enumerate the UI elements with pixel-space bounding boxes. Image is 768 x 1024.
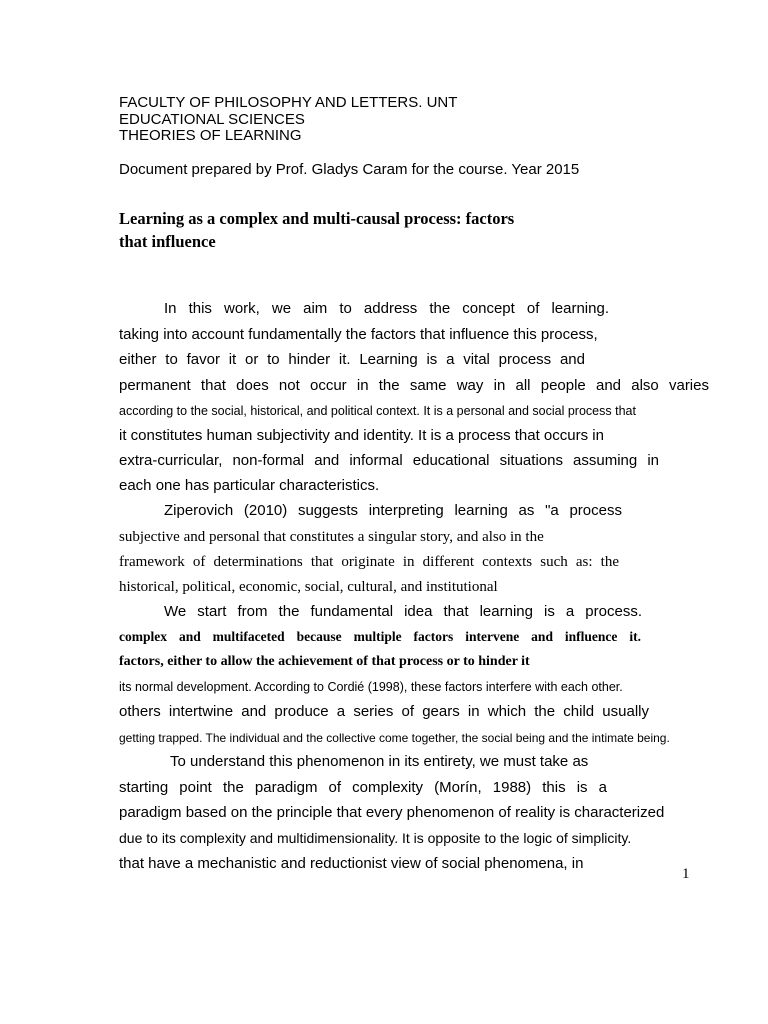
body-line: We start from the fundamental idea that learning is a process. (164, 603, 642, 620)
body-line: To understand this phenomenon in its entirety, we must take as (170, 753, 589, 770)
body-line: historical, political, economic, social, cultural, and institutional (119, 579, 498, 595)
body-line: subjective and personal that constitutes a singular story, and also in the (119, 529, 544, 545)
page-number: 1 (682, 866, 690, 882)
body-line: extra-curricular, non-formal and informal educational situations assuming in (119, 452, 659, 469)
body-line: due to its complexity and multidimensionality. It is opposite to the logic of simplicity. (119, 830, 632, 846)
body-line: either to favor it or to hinder it. Learning is a vital process and (119, 351, 585, 368)
body-line: complex and multifaceted because multiple factors intervene and influence it. (119, 629, 641, 644)
body-line: others intertwine and produce a series of gears in which the child usually (119, 703, 649, 720)
body-line: its normal development. According to Cordié (1998), these factors interfere with each other. (119, 680, 623, 694)
body-line: framework of determinations that originate in different contexts such as: the (119, 554, 619, 570)
body-line: that have a mechanistic and reductionist view of social phenomena, in (119, 855, 584, 872)
body-line: getting trapped. The individual and the collective come together, the social being and the intimate being. (119, 731, 670, 745)
document-title-line-1: Learning as a complex and multi-causal process: factors (119, 209, 515, 228)
body-line: factors, either to allow the achievement of that process or to hinder it (119, 654, 530, 669)
body-line: paradigm based on the principle that every phenomenon of reality is characterized (119, 804, 665, 821)
header-faculty: FACULTY OF PHILOSOPHY AND LETTERS. UNT (119, 94, 458, 111)
body-line: In this work, we aim to address the concept of learning. (164, 300, 609, 317)
header-department: EDUCATIONAL SCIENCES (119, 111, 305, 128)
prepared-by-note: Document prepared by Prof. Gladys Caram for the course. Year 2015 (119, 161, 580, 178)
header-course: THEORIES OF LEARNING (119, 127, 302, 144)
body-line: according to the social, historical, and political context. It is a personal and social process that (119, 404, 636, 418)
body-line: taking into account fundamentally the factors that influence this process, (119, 326, 598, 343)
body-line: permanent that does not occur in the same way in all people and also varies (119, 377, 709, 394)
body-line: it constitutes human subjectivity and identity. It is a process that occurs in (119, 427, 604, 444)
body-line: Ziperovich (2010) suggests interpreting learning as "a process (164, 502, 622, 519)
document-title-line-2: that influence (119, 232, 216, 251)
body-line: starting point the paradigm of complexity (Morín, 1988) this is a (119, 779, 607, 796)
body-line: each one has particular characteristics. (119, 477, 380, 494)
